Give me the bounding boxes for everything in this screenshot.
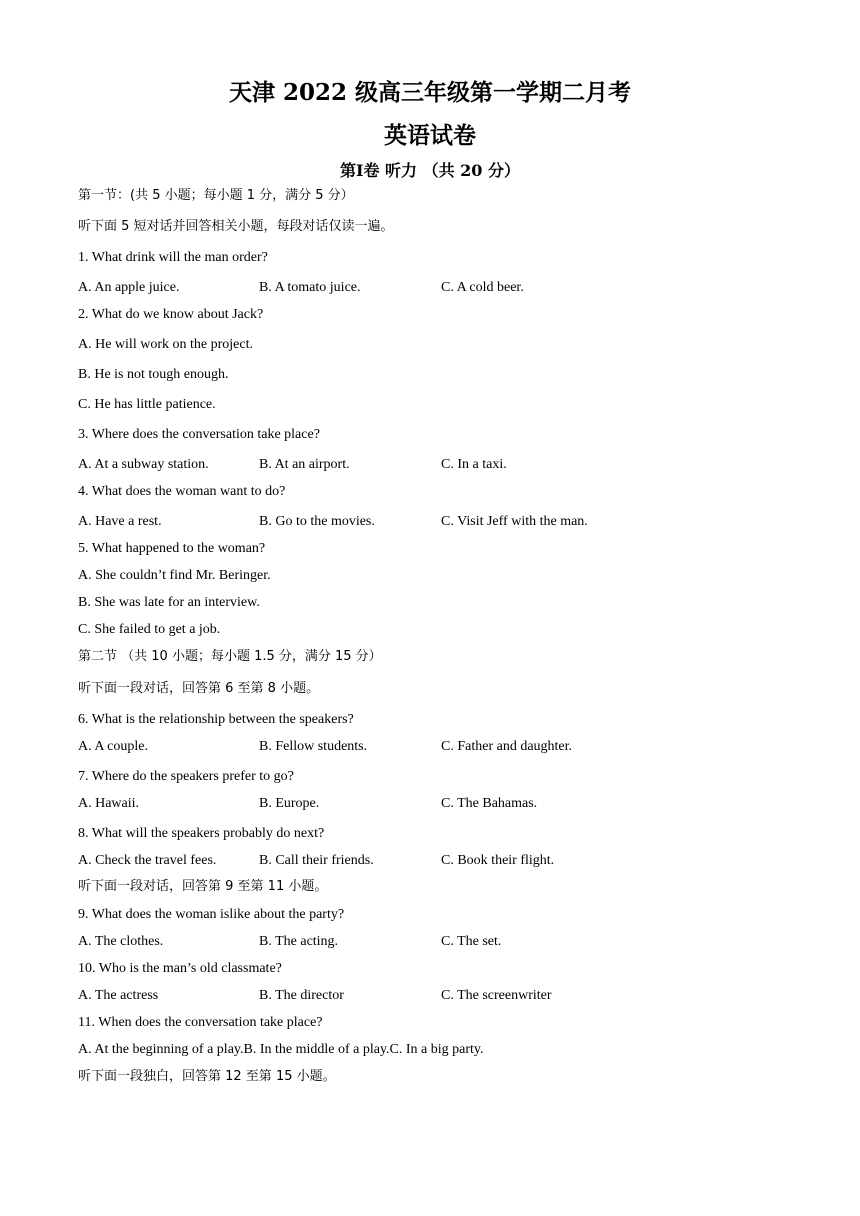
q8-option-c: C. Book their flight. [441,853,555,868]
question-10: 10. Who is the man’s old classmate? [78,961,282,976]
q8-option-b: B. Call their friends. [259,853,374,868]
q3-option-b: B. At an airport. [259,457,350,472]
question-8: 8. What will the speakers probably do next? [78,826,325,841]
question-9: 9. What does the woman islike about the party? [78,907,345,922]
q2-option-a: A. He will work on the project. [78,337,253,352]
q11-options: A. At the beginning of a play.B. In the middle of a play.C. In a big party. [78,1042,484,1057]
q7-option-a: A. Hawaii. [78,796,140,811]
question-1: 1. What drink will the man order? [78,250,268,265]
q5-option-c: C. She failed to get a job. [78,622,221,637]
part1-heading: 第一节：(共 5 小题；每小题 1 分，满分 5 分） [78,188,354,203]
q9-option-c: C. The set. [441,934,502,949]
q7-option-c: C. The Bahamas. [441,796,538,811]
q2-option-c: C. He has little patience. [78,397,216,412]
q1-option-a: A. An apple juice. [78,280,180,295]
q3-option-a: A. At a subway station. [78,457,209,472]
q6-option-c: C. Father and daughter. [441,739,573,754]
q5-option-a: A. She couldn’t find Mr. Beringer. [78,568,271,583]
q10-option-c: C. The screenwriter [441,988,552,1003]
part2-instruction-2: 听下面一段对话，回答第 9 至第 11 小题。 [78,879,328,894]
q1-option-b: B. A tomato juice. [259,280,361,295]
q10-option-a: A. The actress [78,988,159,1003]
q9-option-a: A. The clothes. [78,934,164,949]
q10-option-b: B. The director [259,988,344,1003]
question-5: 5. What happened to the woman? [78,541,266,556]
q4-option-b: B. Go to the movies. [259,514,375,529]
section-heading: 第Ⅰ卷 听力 （共 20 分） [339,161,521,180]
part1-instruction: 听下面 5 短对话并回答相关小题，每段对话仅读一遍。 [78,219,394,234]
question-11: 11. When does the conversation take place? [78,1015,323,1030]
q3-option-c: C. In a taxi. [441,457,507,472]
q6-option-a: A. A couple. [78,739,148,754]
exam-title: 天津 2022 级高三年级第一学期二月考 [228,79,632,106]
q8-option-a: A. Check the travel fees. [78,853,217,868]
q5-option-b: B. She was late for an interview. [78,595,260,610]
question-6: 6. What is the relationship between the speakers? [78,712,354,727]
question-4: 4. What does the woman want to do? [78,484,286,499]
question-3: 3. Where does the conversation take place? [78,427,320,442]
q4-option-c: C. Visit Jeff with the man. [441,514,588,529]
q1-option-c: C. A cold beer. [441,280,524,295]
part2-heading: 第二节 （共 10 小题；每小题 1.5 分，满分 15 分） [78,649,382,664]
q2-option-b: B. He is not tough enough. [78,367,229,382]
q4-option-a: A. Have a rest. [78,514,162,529]
question-7: 7. Where do the speakers prefer to go? [78,769,294,784]
q9-option-b: B. The acting. [259,934,339,949]
part2-instruction-1: 听下面一段对话，回答第 6 至第 8 小题。 [78,681,320,696]
exam-subtitle: 英语试卷 [384,122,476,149]
q6-option-b: B. Fellow students. [259,739,368,754]
q7-option-b: B. Europe. [259,796,320,811]
part2-instruction-3: 听下面一段独白，回答第 12 至第 15 小题。 [78,1069,336,1084]
question-2: 2. What do we know about Jack? [78,307,264,322]
